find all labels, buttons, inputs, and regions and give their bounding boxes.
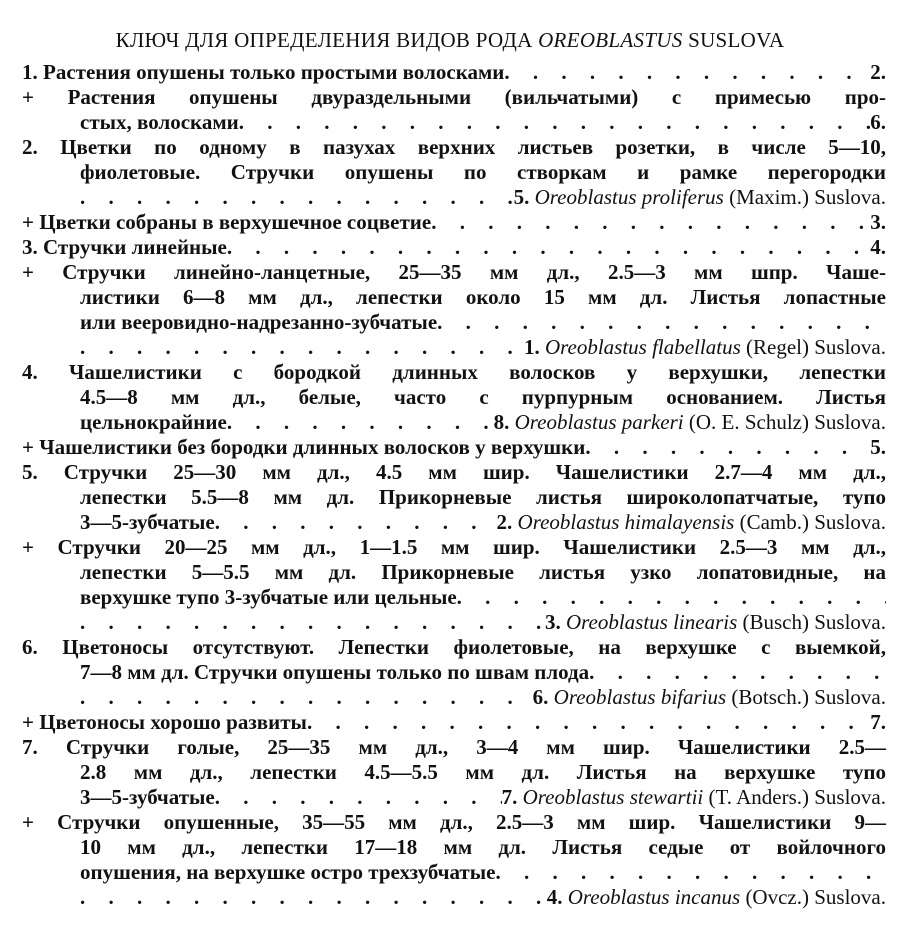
species-result: 4. Oreoblastus incanus (Ovcz.) Suslova.: [546, 885, 886, 909]
identification-key: [22, 60, 886, 910]
key-line: 4.5—8 мм дл., белые, часто с пурпурным основанием. Листья: [80, 385, 886, 409]
title-suffix: SUSLOVA: [682, 28, 785, 52]
dot-leader: [80, 885, 547, 910]
dot-leader: [227, 410, 494, 435]
key-line: цельнокрайние . . . 8. Oreoblastus parkeri (O. E. Schulz) Suslova.: [22, 410, 886, 435]
page-title: [0, 28, 900, 53]
dot-leader: [215, 785, 502, 810]
key-line: [22, 185, 886, 210]
species-result: 8. Oreoblastus parkeri (O. E. Schulz) Suslova.: [493, 410, 886, 434]
species-author: (T. Anders.) Suslova.: [708, 785, 886, 809]
key-reference: 2.: [870, 60, 886, 84]
key-line: 4. Чашелистики с бородкой длинных волосков у верхушки, лепестки: [22, 360, 886, 384]
key-reference: 6.: [870, 110, 886, 134]
species-name: Oreoblastus himalayensis: [517, 510, 735, 534]
dot-leader: [227, 235, 870, 260]
species-author: (Ovcz.) Suslova.: [745, 885, 886, 909]
dot-leader: [457, 585, 886, 610]
dot-leader: [589, 660, 886, 685]
species-result: 7. Oreoblastus stewartii (T. Anders.) Suslova.: [501, 785, 886, 809]
dot-leader: [239, 110, 871, 135]
species-name: Oreoblastus bifarius: [553, 685, 727, 709]
species-result: 6. Oreoblastus bifarius (Botsch.) Suslova.: [532, 685, 886, 709]
dot-leader: [80, 185, 514, 210]
key-line: опушения, на верхушке остро трехзубчатые . . .: [22, 860, 886, 885]
species-author: (Maxim.) Suslova.: [729, 185, 886, 209]
species-author: (Busch) Suslova.: [742, 610, 886, 634]
key-line: [22, 335, 886, 360]
key-line: [22, 885, 886, 910]
species-result: 2. Oreoblastus himalayensis (Camb.) Suslova.: [496, 510, 886, 534]
key-line: + Цветки собраны в верхушечное соцветие . . . 3.: [22, 210, 886, 235]
dot-leader: [431, 210, 870, 235]
key-line: + Чашелистики без бородки длинных волосков у верхушки . . . 5.: [22, 435, 886, 460]
species-author: (Regel) Suslova.: [746, 335, 886, 359]
title-prefix: КЛЮЧ ДЛЯ ОПРЕДЕЛЕНИЯ ВИДОВ РОДА: [115, 28, 539, 52]
key-line: + Цветоносы хорошо развиты . . . 7.: [22, 710, 886, 735]
key-line: 1. Растения опушены только простыми волосками . . . 2.: [22, 60, 886, 85]
key-line: + Стручки 20—25 мм дл., 1—1.5 мм шир. Чашелистики 2.5—3 мм дл.,: [22, 535, 886, 559]
key-line: + Стручки опушенные, 35—55 мм дл., 2.5—3 мм шир. Чашелистики 9—: [22, 810, 886, 834]
key-line: 3. Стручки линейные . . . 4.: [22, 235, 886, 260]
dot-leader: [215, 510, 497, 535]
species-name: Oreoblastus proliferus: [534, 185, 724, 209]
key-line: 10 мм дл., лепестки 17—18 мм дл. Листья седые от войлочного: [80, 835, 886, 859]
key-line: 3—5-зубчатые . . . 2. Oreoblastus himalayensis (Camb.) Suslova.: [22, 510, 886, 535]
key-line: фиолетовые. Стручки опушены по створкам и рамке перегородки: [80, 160, 886, 184]
dot-leader: [80, 685, 533, 710]
key-line: стых, волосками . . . 6.: [22, 110, 886, 135]
key-line: + Стручки линейно-ланцетные, 25—35 мм дл., 2.5—3 мм шпр. Чаше-: [22, 260, 886, 284]
species-name: Oreoblastus parkeri: [514, 410, 684, 434]
key-line: лепестки 5.5—8 мм дл. Прикорневые листья широколопатчатые, тупо: [80, 485, 886, 509]
key-line: + Растения опушены двураздельными (вильчатыми) с примесью про-: [22, 85, 886, 109]
key-line: 7—8 мм дл. Стручки опушены только по швам плода . . .: [22, 660, 886, 685]
key-line: листики 6—8 мм дл., лепестки около 15 мм дл. Листья лопастные: [80, 285, 886, 309]
key-line: лепестки 5—5.5 мм дл. Прикорневые листья узко лопатовидные, на: [80, 560, 886, 584]
key-reference: 4.: [870, 235, 886, 259]
key-line: [22, 610, 886, 635]
key-line: верхушке тупо 3-зубчатые или цельные . . .: [22, 585, 886, 610]
key-line: или вееровидно-надрезанно-зубчатые . . .: [22, 310, 886, 335]
dot-leader: [495, 860, 886, 885]
key-reference: 5.: [870, 435, 886, 459]
key-line: [22, 685, 886, 710]
species-name: Oreoblastus flabellatus: [544, 335, 741, 359]
species-name: Oreoblastus incanus: [567, 885, 741, 909]
dot-leader: [585, 435, 870, 460]
dot-leader: [80, 335, 524, 360]
key-line: 2. Цветки по одному в пазухах верхних листьев розетки, в числе 5—10,: [22, 135, 886, 159]
species-author: (O. E. Schulz) Suslova.: [688, 410, 886, 434]
dot-leader: [307, 710, 870, 735]
key-reference: 3.: [870, 210, 886, 234]
key-line: 2.8 мм дл., лепестки 4.5—5.5 мм дл. Листья на верхушке тупо: [80, 760, 886, 784]
dot-leader: [504, 60, 870, 85]
species-result: 3. Oreoblastus linearis (Busch) Suslova.: [544, 610, 886, 634]
key-line: 6. Цветоносы отсутствуют. Лепестки фиолетовые, на верхушке с выемкой,: [22, 635, 886, 659]
species-result: 5. Oreoblastus proliferus (Maxim.) Suslova.: [513, 185, 886, 209]
dot-leader: [437, 310, 886, 335]
title-genus: OREOBLASTUS: [538, 28, 683, 52]
species-author: (Camb.) Suslova.: [739, 510, 886, 534]
species-author: (Botsch.) Suslova.: [731, 685, 886, 709]
key-line: 3—5-зубчатые . . . 7. Oreoblastus stewartii (T. Anders.) Suslova.: [22, 785, 886, 810]
dot-leader: [80, 610, 545, 635]
key-reference: 7.: [870, 710, 886, 734]
species-result: 1. Oreoblastus flabellatus (Regel) Suslova.: [523, 335, 886, 359]
species-name: Oreoblastus stewartii: [522, 785, 704, 809]
species-name: Oreoblastus linearis: [565, 610, 738, 634]
key-line: 5. Стручки 25—30 мм дл., 4.5 мм шир. Чашелистики 2.7—4 мм дл.,: [22, 460, 886, 484]
key-line: 7. Стручки голые, 25—35 мм дл., 3—4 мм шир. Чашелистики 2.5—: [22, 735, 886, 759]
